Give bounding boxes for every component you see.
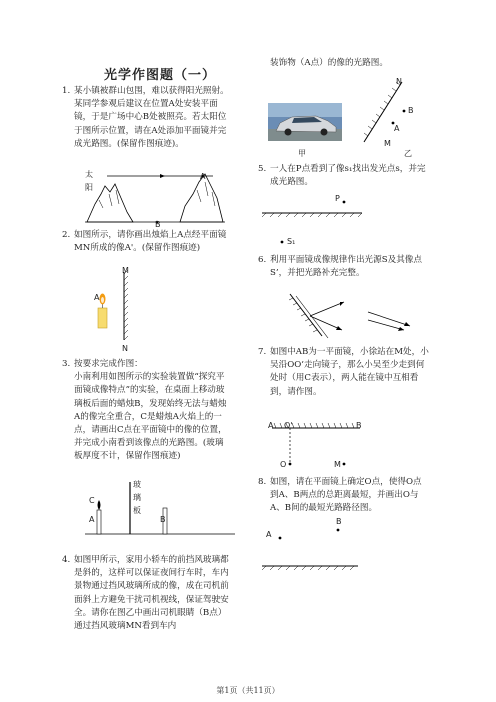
- figure-point-p: [262, 196, 382, 246]
- label-o-prime: O': [284, 421, 293, 430]
- label-a: A: [394, 124, 400, 133]
- question-4: [62, 554, 232, 633]
- figure-reflection-rays: [282, 290, 422, 340]
- figure-windshield: [360, 80, 430, 146]
- question-text: 装饰物（A点）的像的光路图。: [270, 58, 388, 68]
- figure-shortest-path: [262, 522, 372, 574]
- question-text: 如图甲所示，家用小轿车的前挡风玻璃都是斜的，这样可以保证夜间行车时，车内景物通过挡风玻璃所成的像，成在司机前面斜上方避免干扰司机视线，保证驾驶安全。请你在图乙中画出司机眼睛（B点）通过挡风玻璃MN看到车内: [74, 555, 229, 632]
- label-n: N: [122, 344, 128, 353]
- question-4-continued: [270, 57, 430, 70]
- label-b: B: [356, 421, 362, 430]
- label-n: N: [396, 77, 402, 86]
- label-jia: 甲: [298, 149, 306, 158]
- label-b: B: [336, 517, 342, 526]
- label-glass-board: 玻璃板: [133, 480, 141, 516]
- question-number: 4.: [62, 555, 71, 565]
- question-text: 如图所示，请你画出烛焰上A点经平面镜MN所成的像A'。(保留作图痕迹): [74, 230, 227, 254]
- question-text: 如图中AB为一平面镜，小徐站在M处，小吴沿OO’走向镜子，那么小吴至少走到何处时（用C表示），两人能在镜中互相看到，请作图。: [270, 347, 429, 397]
- label-b: B: [155, 220, 161, 229]
- question-3: [62, 358, 232, 464]
- label-a: A: [89, 515, 95, 524]
- label-m: M: [334, 460, 341, 469]
- question-number: 5.: [258, 164, 267, 174]
- label-yi: 乙: [404, 149, 412, 158]
- question-text: 一人在P点看到了像s₁找出发光点s，并完成光路图。: [270, 164, 426, 188]
- question-1: [62, 85, 232, 151]
- question-number: 6.: [258, 255, 267, 265]
- page-title: 光学作图题（一）: [104, 68, 217, 83]
- label-a: A: [94, 293, 100, 302]
- figure-candle-mirror: [92, 268, 152, 348]
- question-6: [258, 254, 430, 280]
- label-sun: 太阳: [85, 170, 93, 193]
- label-m: M: [122, 266, 129, 275]
- question-text-2: 小南利用如图所示的实验装置做“探究平面镜成像特点”的实验，在桌面上移动玻璃板后面的蜡烛B，发现始终无法与蜡烛A的像完全重合，C是蜡烛A火焰上的一点，请画出C点在平面镜中的像的位置，并完成小南看到该像点的光路图。(玻璃板厚度不计，保留作图痕迹): [74, 372, 227, 462]
- label-a: A: [268, 421, 274, 430]
- label-p: P: [335, 194, 340, 203]
- label-m: M: [384, 139, 391, 148]
- question-8: [258, 476, 430, 516]
- page-footer: 第1页（共11页）: [216, 686, 280, 695]
- question-2: [62, 229, 232, 255]
- label-a: A: [266, 530, 272, 539]
- question-number: 3.: [62, 359, 71, 369]
- question-text: 利用平面镜成像规律作出光源S及其像点S’，并把光路补充完整。: [270, 255, 422, 279]
- figure-glass-board: [85, 478, 235, 538]
- label-s1: S₁: [287, 237, 296, 246]
- question-text: 按要求完成作图：: [74, 359, 143, 369]
- question-text: 某小镇被群山包围，难以获得阳光照射。某同学参观后建议在位置A处安装平面镜，于是广场中心B处被照亮。若太阳位于图所示位置，请在A处添加平面镜并完成光路图。(保留作图痕迹)。: [74, 86, 229, 149]
- label-o: O: [280, 460, 287, 469]
- label-a: A: [200, 172, 206, 181]
- question-5: [258, 163, 430, 189]
- label-b: B: [408, 106, 414, 115]
- question-number: 1.: [62, 86, 71, 96]
- question-number: 8.: [258, 477, 267, 487]
- figure-car-photo: [268, 103, 342, 141]
- question-number: 2.: [62, 230, 71, 240]
- question-text: 如图，请在平面镜上确定O点，使得O点到A、B两点的总距离最短，并画出O与A、B间的最短光路路径图。: [270, 477, 422, 514]
- question-7: [258, 346, 430, 399]
- label-c: C: [89, 496, 95, 505]
- question-number: 7.: [258, 347, 267, 357]
- label-b: B: [160, 515, 166, 524]
